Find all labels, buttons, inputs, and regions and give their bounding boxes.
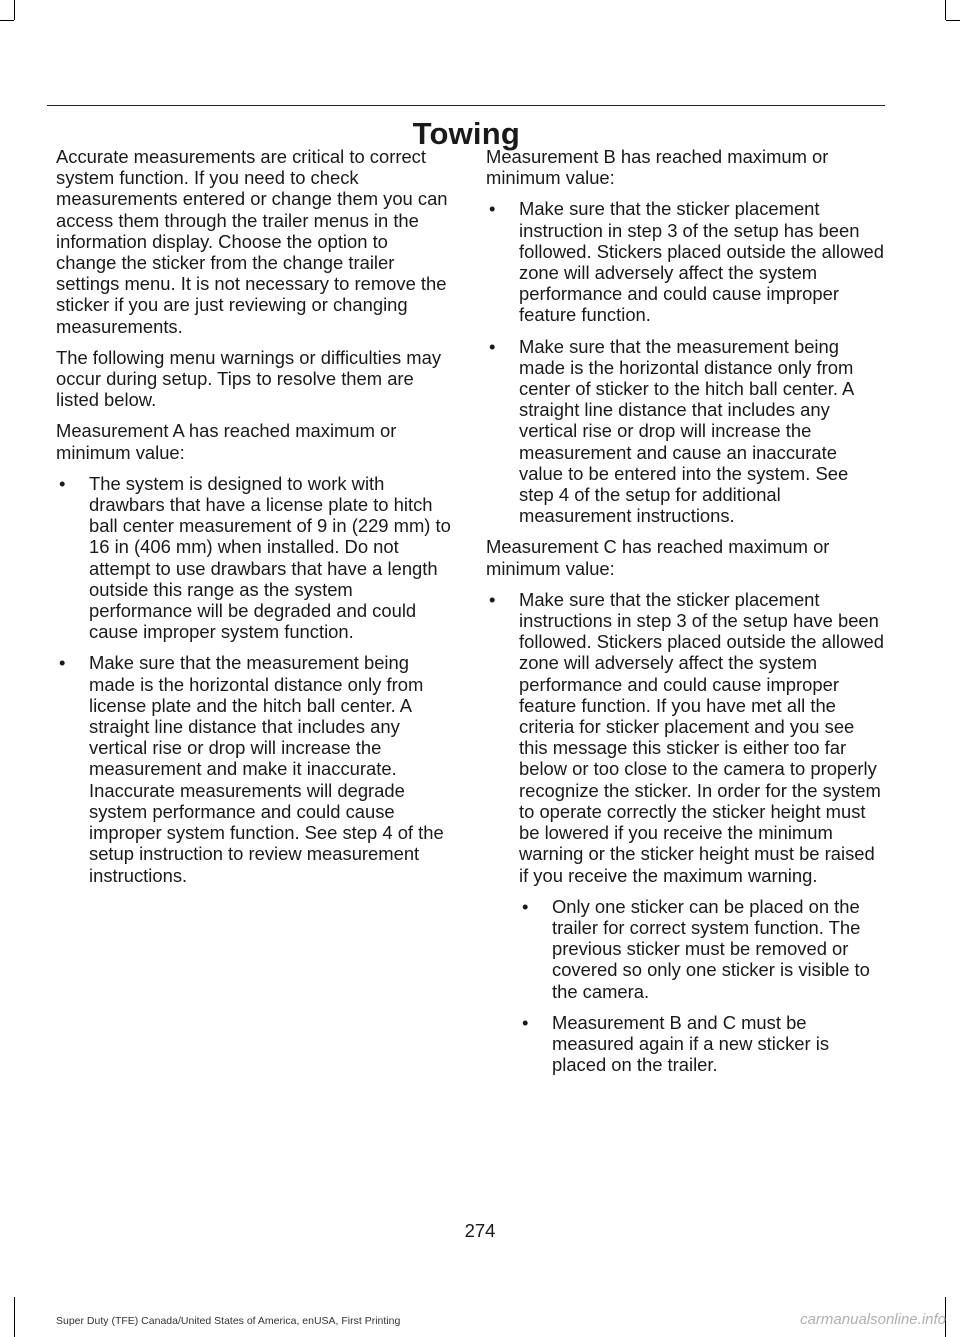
bullet-list <box>486 589 884 1075</box>
page-number: 274 <box>464 1220 496 1241</box>
paragraph: Measurement A has reached maximum or minimum value: <box>56 420 397 463</box>
page-title: Towing <box>412 116 520 151</box>
crop-mark <box>946 20 960 21</box>
paragraph: Accurate measurements are critical to correct system function. If you need to check measurements entered or change them you can access them through the trailer menus in the information display. Choose the option to change the sticker from the change trailer settings menu. It is not necessary to remove the sticker if you are just reviewing or changing measurements. <box>56 146 448 337</box>
list-item-text: Make sure that the sticker placement instructions in step 3 of the setup have been followed. Stickers placed outside the allowed zone will adversely affect the system performance and could cause improper feature function. If you have met all the criteria for sticker placement and you see this message this sticker is either too far below or too close to the camera to properly recognize the sticker. In order for the system to operate correctly the sticker height must be lowered if you receive the minimum warning or the sticker height must be raised if you receive the maximum warning. <box>519 588 884 886</box>
watermark: carmanualsonline.info <box>800 1311 946 1328</box>
crop-mark <box>945 0 946 20</box>
list-item: • The system is designed to work with drawbars that have a license plate to hitch ball center measurement of 9 in (229 mm) to 16 in (406 mm) when installed. Do not attempt to use drawbars that have a length outside this range as the system performance will be degraded and could cause improper system function. <box>56 473 451 643</box>
list-item: • Make sure that the measurement being made is the horizontal distance only from license plate and the hitch ball center. A straight line distance that includes any vertical rise or drop will increase the measurement and make it inaccurate. Inaccurate measurements will degrade system performance and could cause improper system function. See step 4 of the setup instruction to review measurement instructions. <box>56 652 451 885</box>
list-item <box>486 589 884 1075</box>
crop-mark <box>14 1297 15 1337</box>
header-rule <box>47 105 885 106</box>
crop-mark <box>0 20 14 21</box>
bullet-list <box>56 473 451 886</box>
list-item: • Make sure that the sticker placement instruction in step 3 of the setup has been followed. Stickers placed outside the allowed zone will adversely affect the system performance and could cause improper feature function. <box>486 198 884 325</box>
list-item: • Make sure that the measurement being made is the horizontal distance only from center of sticker to the hitch ball center. A straight line distance that includes any vertical rise or drop will increase the measurement and cause an inaccurate value to be entered into the system. See step 4 of the setup for additional measurement instructions. <box>486 336 884 527</box>
bullet-list <box>486 198 884 526</box>
paragraph: The following menu warnings or difficulties may occur during setup. Tips to resolve them are listed below. <box>56 346 442 411</box>
left-column <box>56 146 451 896</box>
paragraph: Measurement B has reached maximum or minimum value: <box>486 146 829 189</box>
sub-list-item: • Measurement B and C must be measured again if a new sticker is placed on the trailer. <box>519 1012 884 1076</box>
sub-bullet-list <box>519 896 884 1076</box>
crop-mark <box>14 0 15 20</box>
paragraph: Measurement C has reached maximum or minimum value: <box>486 536 830 579</box>
footer-text: Super Duty (TFE) Canada/United States of America, enUSA, First Printing <box>56 1315 401 1327</box>
sub-list-item: • Only one sticker can be placed on the trailer for correct system function. The previous sticker must be removed or covered so only one sticker is visible to the camera. <box>519 896 884 1002</box>
right-column <box>486 146 884 1085</box>
